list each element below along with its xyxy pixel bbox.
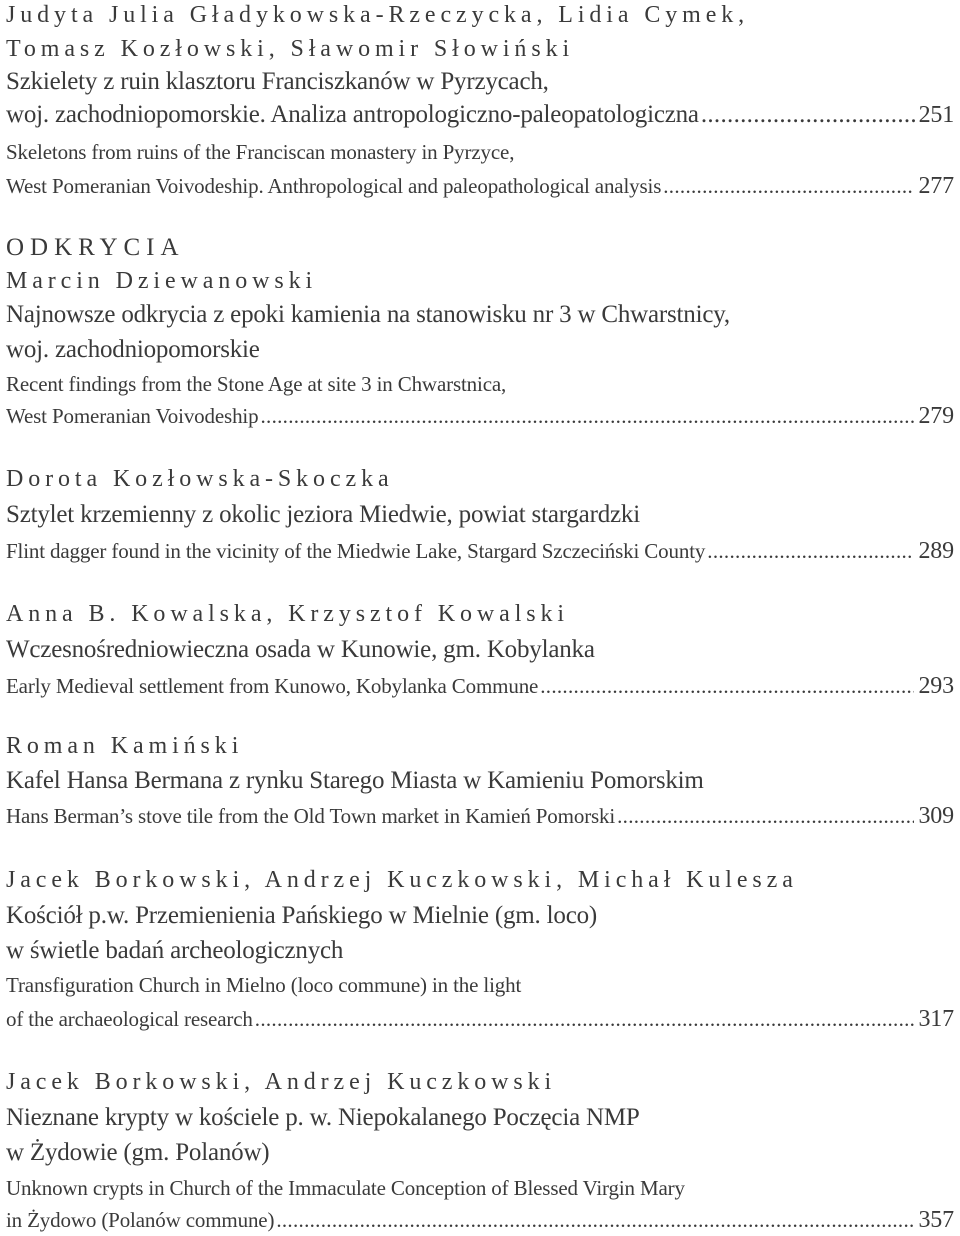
- dot-leader: [701, 101, 915, 129]
- entry-authors: Tomasz Kozłowski, Sławomir Słowiński: [6, 36, 575, 62]
- entry-title-pl: Sztylet krzemienny z okolic jeziora Miedwie, powiat stargardzki: [6, 501, 640, 528]
- entry-authors: Dorota Kozłowska-Skoczka: [6, 466, 394, 492]
- dot-leader: [663, 174, 914, 199]
- page-number: 289: [918, 538, 954, 564]
- entry-title-en: Hans Berman’s stove tile from the Old Town market in Kamień Pomorski: [6, 804, 616, 828]
- entry-authors: Jacek Borkowski, Andrzej Kuczkowski, Michał Kulesza: [6, 867, 798, 893]
- entry-title-pl: w Żydowie (gm. Polanów): [6, 1139, 270, 1166]
- toc-line[interactable]: [6, 673, 954, 700]
- toc-line[interactable]: [6, 1006, 954, 1033]
- page-number: 279: [918, 403, 954, 429]
- entry-title-en: Early Medieval settlement from Kunowo, Kobylanka Commune: [6, 674, 539, 698]
- entry-title-en: in Żydowo (Polanów commune): [6, 1208, 275, 1232]
- toc-line[interactable]: [6, 173, 954, 200]
- toc-line[interactable]: [6, 803, 954, 830]
- entry-title-en: West Pomeranian Voivodeship. Anthropological and paleopathological analysis: [6, 174, 662, 198]
- entry-title-en: Skeletons from ruins of the Franciscan monastery in Pyrzyce,: [6, 140, 515, 164]
- entry-title-pl: Szkielety z ruin klasztoru Franciszkanów w Pyrzycach,: [6, 68, 549, 95]
- entry-title-pl: w świetle badań archeologicznych: [6, 937, 344, 964]
- page-number: 357: [918, 1207, 954, 1233]
- page-number: 251: [918, 102, 954, 128]
- dot-leader: [707, 539, 914, 564]
- toc-line[interactable]: [6, 403, 954, 430]
- dot-leader: [540, 674, 914, 699]
- dot-leader: [260, 404, 914, 429]
- page-number: 317: [918, 1006, 954, 1032]
- entry-title-pl: Kafel Hansa Bermana z rynku Starego Miasta w Kamieniu Pomorskim: [6, 767, 704, 794]
- entry-authors: Marcin Dziewanowski: [6, 268, 318, 294]
- entry-title-en: Flint dagger found in the vicinity of the Miedwie Lake, Stargard Szczeciński County: [6, 539, 706, 563]
- entry-title-pl: woj. zachodniopomorskie. Analiza antropologiczno-paleopatologiczna: [6, 101, 699, 128]
- entry-title-en: of the archaeological research: [6, 1007, 253, 1031]
- page-number: 277: [918, 173, 954, 199]
- page-number: 293: [918, 673, 954, 699]
- entry-authors: Jacek Borkowski, Andrzej Kuczkowski: [6, 1069, 557, 1095]
- entry-authors: Roman Kamiński: [6, 733, 244, 759]
- entry-title-pl: Wczesnośredniowieczna osada w Kunowie, gm. Kobylanka: [6, 636, 595, 663]
- entry-title-en: Recent findings from the Stone Age at site 3 in Chwarstnica,: [6, 372, 507, 396]
- entry-title-pl: Najnowsze odkrycia z epoki kamienia na stanowisku nr 3 w Chwarstnicy,: [6, 301, 730, 328]
- toc-line[interactable]: [6, 1207, 954, 1234]
- entry-authors: Judyta Julia Gładykowska-Rzeczycka, Lidia Cymek,: [6, 2, 750, 28]
- entry-title-en: West Pomeranian Voivodeship: [6, 404, 259, 428]
- page-number: 309: [918, 803, 954, 829]
- entry-title-en: Unknown crypts in Church of the Immaculate Conception of Blessed Virgin Mary: [6, 1176, 685, 1200]
- toc-line[interactable]: [6, 101, 954, 129]
- entry-title-en: Transfiguration Church in Mielno (loco commune) in the light: [6, 973, 522, 997]
- toc-line[interactable]: [6, 538, 954, 565]
- dot-leader: [255, 1007, 915, 1032]
- entry-title-pl: woj. zachodniopomorskie: [6, 336, 260, 363]
- dot-leader: [617, 804, 914, 829]
- section-heading: ODKRYCIA: [6, 234, 185, 261]
- entry-title-pl: Kościół p.w. Przemienienia Pańskiego w Mielnie (gm. loco): [6, 902, 598, 929]
- dot-leader: [276, 1208, 914, 1233]
- entry-authors: Anna B. Kowalska, Krzysztof Kowalski: [6, 601, 569, 627]
- entry-title-pl: Nieznane krypty w kościele p. w. Niepokalanego Poczęcia NMP: [6, 1104, 640, 1131]
